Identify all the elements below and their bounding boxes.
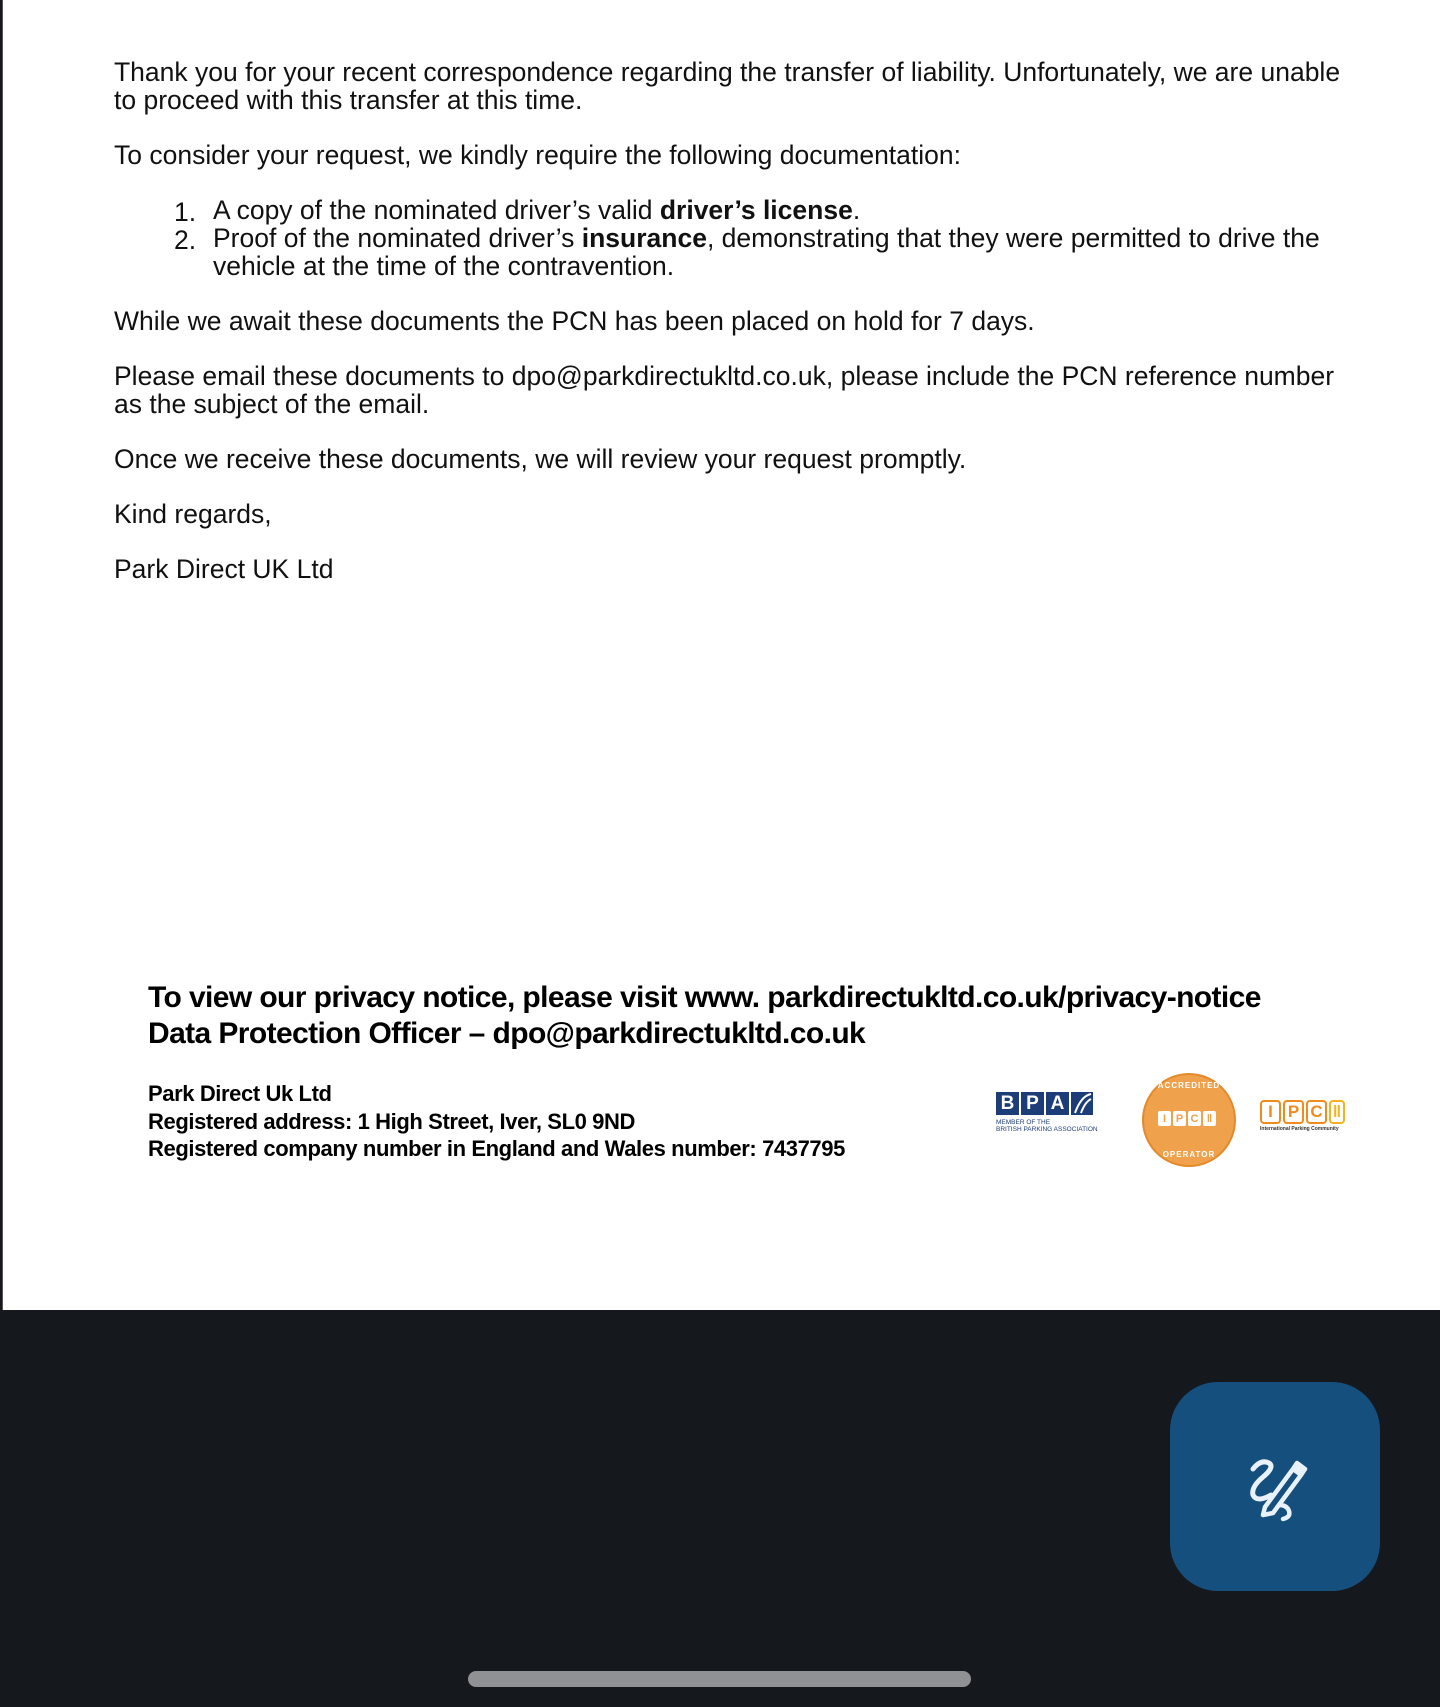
list-bold-text: insurance <box>581 223 707 253</box>
list-text: A copy of the nominated driver’s valid <box>213 195 660 225</box>
ipc-caption: International Parking Community <box>1260 1126 1339 1132</box>
ipc-letter: P <box>1283 1100 1304 1124</box>
bpa-caption-line: BRITISH PARKING ASSOCIATION <box>996 1126 1098 1133</box>
ipc-letter: C <box>1188 1111 1201 1126</box>
letter-paragraph: To consider your request, we kindly require the following documentation: <box>114 140 961 170</box>
closing: Kind regards, <box>114 499 272 529</box>
bpa-caption-line: MEMBER OF THE <box>996 1119 1051 1126</box>
letter-body <box>114 58 1364 583</box>
list-text: , demonstrating that they were permitted to drive the vehicle at the time of the contravention. <box>213 223 1320 281</box>
dpo-line: Data Protection Officer – dpo@parkdirectukltd.co.uk <box>148 1017 866 1050</box>
privacy-line: To view our privacy notice, please visit www. parkdirectukltd.co.uk/privacy-notice <box>148 981 1261 1014</box>
list-item <box>114 224 1364 280</box>
list-bold-text: driver’s license <box>659 195 853 225</box>
list-number: 1. <box>174 197 197 227</box>
bpa-logo <box>996 1092 1108 1142</box>
bpa-letter: P <box>1021 1092 1044 1115</box>
ipc-letter: I <box>1158 1111 1171 1126</box>
bpa-letters <box>996 1092 1108 1115</box>
bpa-letter: A <box>1046 1092 1069 1115</box>
privacy-notice <box>148 980 1348 1052</box>
list-text: Proof of the nominated driver’s <box>213 223 582 253</box>
ipc-letter: P <box>1173 1111 1186 1126</box>
bpa-caption <box>996 1119 1108 1133</box>
ipc-core-letters <box>1158 1111 1216 1126</box>
ipc-stripe-icon: ‖ <box>1203 1111 1216 1126</box>
annotate-button[interactable] <box>1170 1382 1380 1591</box>
ipc-stripe-icon: ‖ <box>1329 1100 1345 1124</box>
list-number: 2. <box>174 225 197 255</box>
bpa-swoosh-icon <box>1071 1092 1093 1115</box>
ipc-accredited-operator-logo <box>1142 1073 1236 1167</box>
company-number: Registered company number in England and Wales number: 7437795 <box>148 1136 845 1161</box>
list-text: . <box>852 195 861 225</box>
accredited-text: ACCREDITED <box>1157 1081 1221 1090</box>
pen-squiggle-icon <box>1235 1447 1315 1527</box>
company-name: Park Direct Uk Ltd <box>148 1081 332 1106</box>
operator-text: OPERATOR <box>1162 1150 1216 1159</box>
list-item <box>114 195 1364 227</box>
letter-paragraph: Thank you for your recent correspondence regarding the transfer of liability. Unfortunately, we are unable to proceed with this transfer at this time. <box>114 57 1341 115</box>
registered-address: Registered address: 1 High Street, Iver, SL0 9ND <box>148 1108 635 1134</box>
signature: Park Direct UK Ltd <box>114 554 334 584</box>
ipc-letter: C <box>1306 1100 1327 1124</box>
letter-paragraph: While we await these documents the PCN has been placed on hold for 7 days. <box>114 306 1035 336</box>
ipc-letters <box>1260 1100 1360 1124</box>
ipc-letter: I <box>1260 1100 1281 1124</box>
letter-paragraph: Once we receive these documents, we will review your request promptly. <box>114 444 967 474</box>
required-documents-list <box>114 196 1364 280</box>
letter-paragraph: Please email these documents to dpo@parkdirectukltd.co.uk, please include the PCN reference number as the subject of the email. <box>114 361 1335 419</box>
home-indicator[interactable] <box>468 1671 971 1687</box>
bpa-letter: B <box>996 1092 1019 1115</box>
ipc-logo <box>1260 1100 1360 1134</box>
